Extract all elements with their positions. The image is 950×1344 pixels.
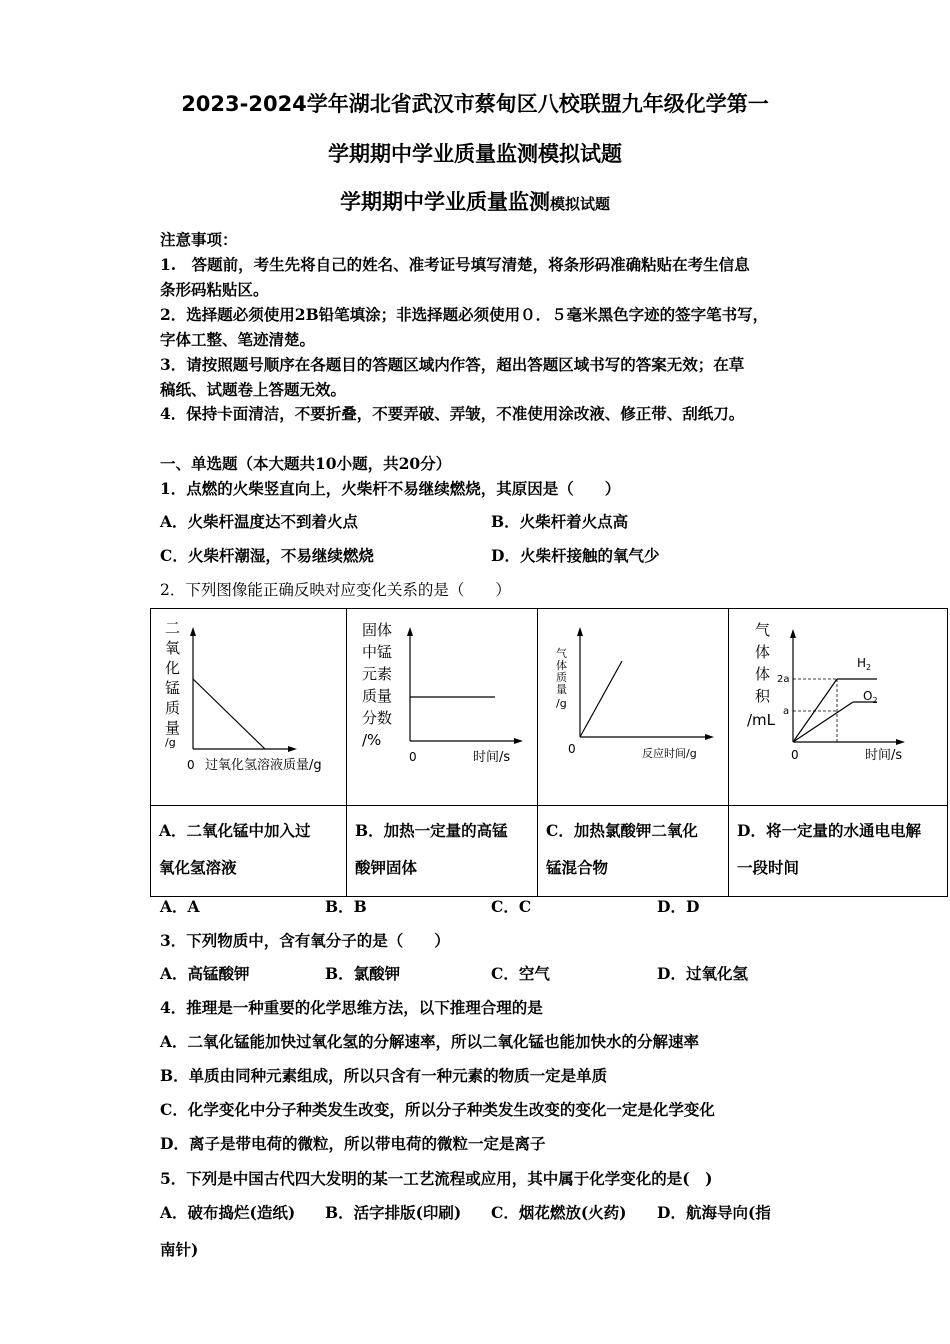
graph-b-cell — [347, 609, 538, 806]
title-line-3-small: 模拟试题 — [549, 195, 610, 213]
graph-b-ylabel-5: 分数 — [362, 709, 393, 727]
section-heading: 一、单选题（本大题共10小题，共20分） — [160, 454, 452, 473]
graph-c — [538, 609, 728, 805]
graph-c-xlabel: 反应时间/g — [642, 747, 697, 760]
graph-b-ylabel-2: 中锰 — [362, 643, 393, 661]
graph-c-ylabel-1: 气 — [556, 647, 567, 660]
graph-d-xlabel: 时间/s — [865, 748, 903, 763]
graph-c-caption-2: 锰混合物 — [546, 858, 609, 877]
graph-c-ylabel-3: 质 — [556, 671, 567, 684]
q5-option-d[interactable]: D．航海导向(指 — [657, 1203, 771, 1222]
graph-d-cell — [729, 609, 948, 806]
graph-c-ylabel-2: 体 — [556, 659, 567, 672]
graph-c-x-arrow — [705, 734, 714, 740]
q2-option-c[interactable]: C．C — [491, 897, 532, 916]
graph-c-ylabel-4: 量 — [556, 683, 567, 696]
notice-line-2: 条形码粘贴区。 — [160, 280, 269, 299]
graph-d-ylabel-1: 气 — [755, 621, 771, 639]
graph-a-ylabel-1: 二 — [165, 619, 181, 637]
notice-heading: 注意事项： — [160, 230, 238, 249]
q4-option-a[interactable]: A．二氧化锰能加快过氧化氢的分解速率，所以二氧化锰也能加快水的分解速率 — [160, 1032, 700, 1051]
q5-option-b[interactable]: B．活字排版(印刷) — [325, 1203, 462, 1222]
q3-option-b[interactable]: B．氯酸钾 — [325, 964, 401, 983]
graph-b-x-arrow — [514, 738, 523, 744]
notice-line-3: 2．选择题必须使用2B铅笔填涂；非选择题必须使用０．５毫米黑色字迹的签字笔书写， — [160, 305, 769, 324]
title-line-2: 学期期中学业质量监测模拟试题 — [328, 142, 622, 166]
q3-option-c[interactable]: C．空气 — [491, 964, 550, 983]
q5-option-d-continued: 南针) — [160, 1240, 199, 1259]
q1-option-d[interactable]: D．火柴杆接触的氧气少 — [491, 546, 660, 565]
graph-b-caption-1: B．加热一定量的高锰 — [355, 821, 508, 840]
title-line-1: 2023-2024学年湖北省武汉市蔡甸区八校联盟九年级化学第一 — [181, 92, 769, 116]
graph-d — [729, 609, 947, 805]
graph-c-line — [580, 661, 622, 737]
graph-d-ylabel-4: 积 — [755, 687, 771, 705]
graph-a-x-arrow — [288, 746, 297, 752]
graph-d-x-arrow — [896, 739, 905, 745]
graph-b-origin: 0 — [409, 750, 417, 764]
graph-a-caption-1: A．二氧化锰中加入过 — [159, 821, 311, 840]
q3-option-a[interactable]: A．高锰酸钾 — [160, 964, 250, 983]
graph-a-line — [193, 679, 265, 749]
graph-d-o2-label: $O_2$ — [863, 689, 878, 705]
graph-d-ylabel-2: 体 — [755, 643, 771, 661]
graph-c-y-arrow — [577, 627, 583, 636]
graph-a-cell — [151, 609, 347, 806]
graph-c-caption-1: C．加热氯酸钾二氧化 — [546, 821, 698, 840]
graph-d-caption-1: D．将一定量的水通电电解 — [737, 821, 921, 840]
q2-option-a[interactable]: A．A — [160, 897, 200, 916]
notice-line-7: 4．保持卡面清洁，不要折叠，不要弄破、弄皱，不准使用涂改液、修正带、刮纸刀。 — [160, 404, 745, 423]
q4-option-d[interactable]: D．离子是带电荷的微粒，所以带电荷的微粒一定是离子 — [160, 1134, 546, 1153]
graph-a-caption-2: 氧化氢溶液 — [159, 858, 237, 877]
q4-option-b[interactable]: B．单质由同种元素组成，所以只含有一种元素的物质一定是单质 — [160, 1066, 608, 1085]
graph-a — [151, 609, 346, 805]
q5-stem: 5．下列是中国古代四大发明的某一工艺流程或应用，其中属于化学变化的是( ) — [160, 1169, 713, 1188]
q2-stem: 2．下列图像能正确反映对应变化关系的是（ ） — [160, 581, 511, 599]
graph-a-ylabel-2: 氧 — [165, 639, 181, 657]
notice-line-1: 1. 答题前，考生先将自己的姓名、准考证号填写清楚，将条形码准确粘贴在考生信息 — [160, 255, 750, 274]
graph-d-yunit: /mL — [747, 711, 776, 729]
q5-option-a[interactable]: A．破布捣烂(造纸) — [160, 1203, 296, 1222]
graph-b-caption — [347, 806, 538, 897]
notice-line-4: 字体工整、笔迹清楚。 — [160, 330, 316, 349]
graph-b-caption-2: 酸钾固体 — [355, 858, 418, 877]
graph-b-yunit: /% — [362, 731, 382, 749]
graph-c-cell — [538, 609, 729, 806]
graph-b-xlabel: 时间/s — [473, 750, 511, 765]
graph-b-ylabel-1: 固体 — [362, 621, 393, 639]
q2-option-d[interactable]: D．D — [657, 897, 700, 916]
graph-b-ylabel-3: 元素 — [362, 665, 393, 683]
q1-option-c[interactable]: C．火柴杆潮湿，不易继续燃烧 — [160, 546, 374, 565]
graph-a-ylabel-5: 质 — [165, 699, 181, 717]
q2-graph-table — [150, 608, 948, 897]
graph-d-ylabel-3: 体 — [755, 665, 771, 683]
graph-d-y-arrow — [790, 629, 796, 638]
q5-option-c[interactable]: C．烟花燃放(火药) — [491, 1203, 627, 1222]
graph-a-ylabel-3: 化 — [165, 659, 181, 677]
graph-d-o2-line — [793, 702, 853, 742]
q4-stem: 4．推理是一种重要的化学思维方法，以下推理合理的是 — [160, 998, 543, 1017]
q3-option-d[interactable]: D．过氧化氢 — [657, 964, 748, 983]
graph-d-tick-a: a — [783, 706, 790, 717]
graph-a-caption — [151, 806, 347, 897]
q2-option-b[interactable]: B．B — [325, 897, 367, 916]
graph-b — [347, 609, 537, 805]
q4-option-c[interactable]: C．化学变化中分子种类发生改变，所以分子种类发生改变的变化一定是化学变化 — [160, 1100, 715, 1119]
q1-option-a[interactable]: A．火柴杆温度达不到着火点 — [160, 512, 359, 531]
graph-c-yunit: /g — [556, 697, 567, 710]
graph-b-y-arrow — [407, 627, 413, 636]
q1-option-b[interactable]: B．火柴杆着火点高 — [491, 512, 629, 531]
q1-stem: 1．点燃的火柴竖直向上，火柴杆不易继续燃烧，其原因是（ ） — [160, 479, 621, 498]
graph-d-caption-2: 一段时间 — [737, 858, 800, 877]
graph-a-ylabel-6: 量 — [165, 719, 181, 737]
graph-c-origin: 0 — [568, 742, 576, 756]
q3-stem: 3．下列物质中，含有氧分子的是（ ） — [160, 931, 450, 950]
notice-line-6: 稿纸、试题卷上答题无效。 — [160, 380, 347, 399]
graph-b-ylabel-4: 质量 — [362, 687, 393, 705]
title-line-3 — [0, 186, 950, 216]
graph-a-ylabel-4: 锰 — [165, 679, 181, 697]
graph-c-caption — [538, 806, 729, 897]
graph-d-origin: 0 — [791, 748, 799, 762]
graph-a-yunit: /g — [165, 736, 176, 749]
graph-a-y-arrow — [190, 627, 196, 636]
graph-a-origin: 0 — [187, 758, 195, 772]
title-line-3-main: 学期期中学业质量监测 — [339, 190, 550, 214]
graph-d-h2-line — [793, 679, 837, 742]
graph-a-xlabel: 过氧化氢溶液质量/g — [205, 758, 322, 773]
notice-line-5: 3．请按照题号顺序在各题目的答题区域内作答，超出答题区域书写的答案无效；在草 — [160, 355, 745, 374]
graph-d-h2-label: $H_2$ — [857, 656, 872, 672]
graph-d-caption — [729, 806, 948, 897]
graph-d-tick-2a: 2a — [777, 674, 790, 685]
